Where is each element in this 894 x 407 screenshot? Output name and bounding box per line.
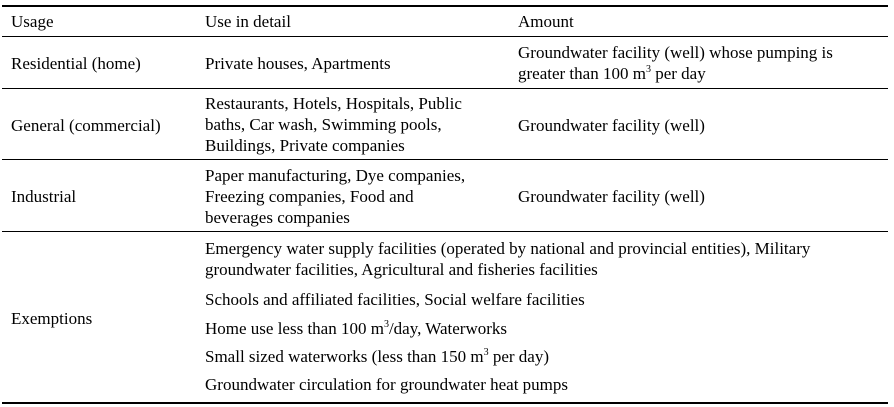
row-divider-3: [2, 231, 888, 232]
header-usage: Usage: [11, 12, 54, 31]
row-general-usage: General (commercial): [11, 116, 161, 135]
row-divider-1: [2, 88, 888, 89]
row-general-detail-line2: baths, Car wash, Swimming pools,: [205, 115, 442, 134]
row-industrial-detail-line3: beverages companies: [205, 208, 350, 227]
header-use-in-detail: Use in detail: [205, 12, 291, 31]
exemption-item-4: Small sized waterworks (less than 150 $m^3$ per day): [205, 347, 549, 366]
row-residential-usage: Residential (home): [11, 54, 141, 73]
row-residential-amount-line1: Groundwater facility (well) whose pumping is: [518, 43, 833, 62]
exemption-item-5: Groundwater circulation for groundwater heat pumps: [205, 375, 569, 394]
row-general-amount: Groundwater facility (well): [518, 116, 705, 135]
table-top-rule: [2, 5, 888, 7]
row-general-detail-line1: Restaurants, Hotels, Hospitals, Public: [205, 94, 462, 113]
exemption-item-1-line1: Emergency water supply facilities (operated by national and provincial entities), Military: [205, 239, 811, 258]
exemption-item-1-line2: groundwater facilities, Agricultural and fisheries facilities: [205, 260, 598, 279]
row-industrial-amount: Groundwater facility (well): [518, 187, 705, 206]
row-divider-2: [2, 159, 888, 160]
row-exemptions-usage: Exemptions: [11, 309, 93, 328]
exemption-item-3: Home use less than 100 $m^3$/day, Waterworks: [205, 319, 508, 338]
row-industrial-detail-line2: Freezing companies, Food and: [205, 187, 414, 206]
table-bottom-rule: [2, 402, 888, 404]
row-industrial-usage: Industrial: [11, 187, 77, 206]
exemption-item-2: Schools and affiliated facilities, Social welfare facilities: [205, 290, 585, 309]
row-residential-detail: Private houses, Apartments: [205, 54, 391, 73]
row-residential-amount-line2: greater than 100 $m^3$ per day: [518, 64, 706, 83]
row-industrial-detail-line1: Paper manufacturing, Dye companies,: [205, 166, 466, 185]
row-general-detail-line3: Buildings, Private companies: [205, 136, 405, 155]
header-bottom-rule: [2, 36, 888, 37]
header-amount: Amount: [518, 12, 574, 31]
